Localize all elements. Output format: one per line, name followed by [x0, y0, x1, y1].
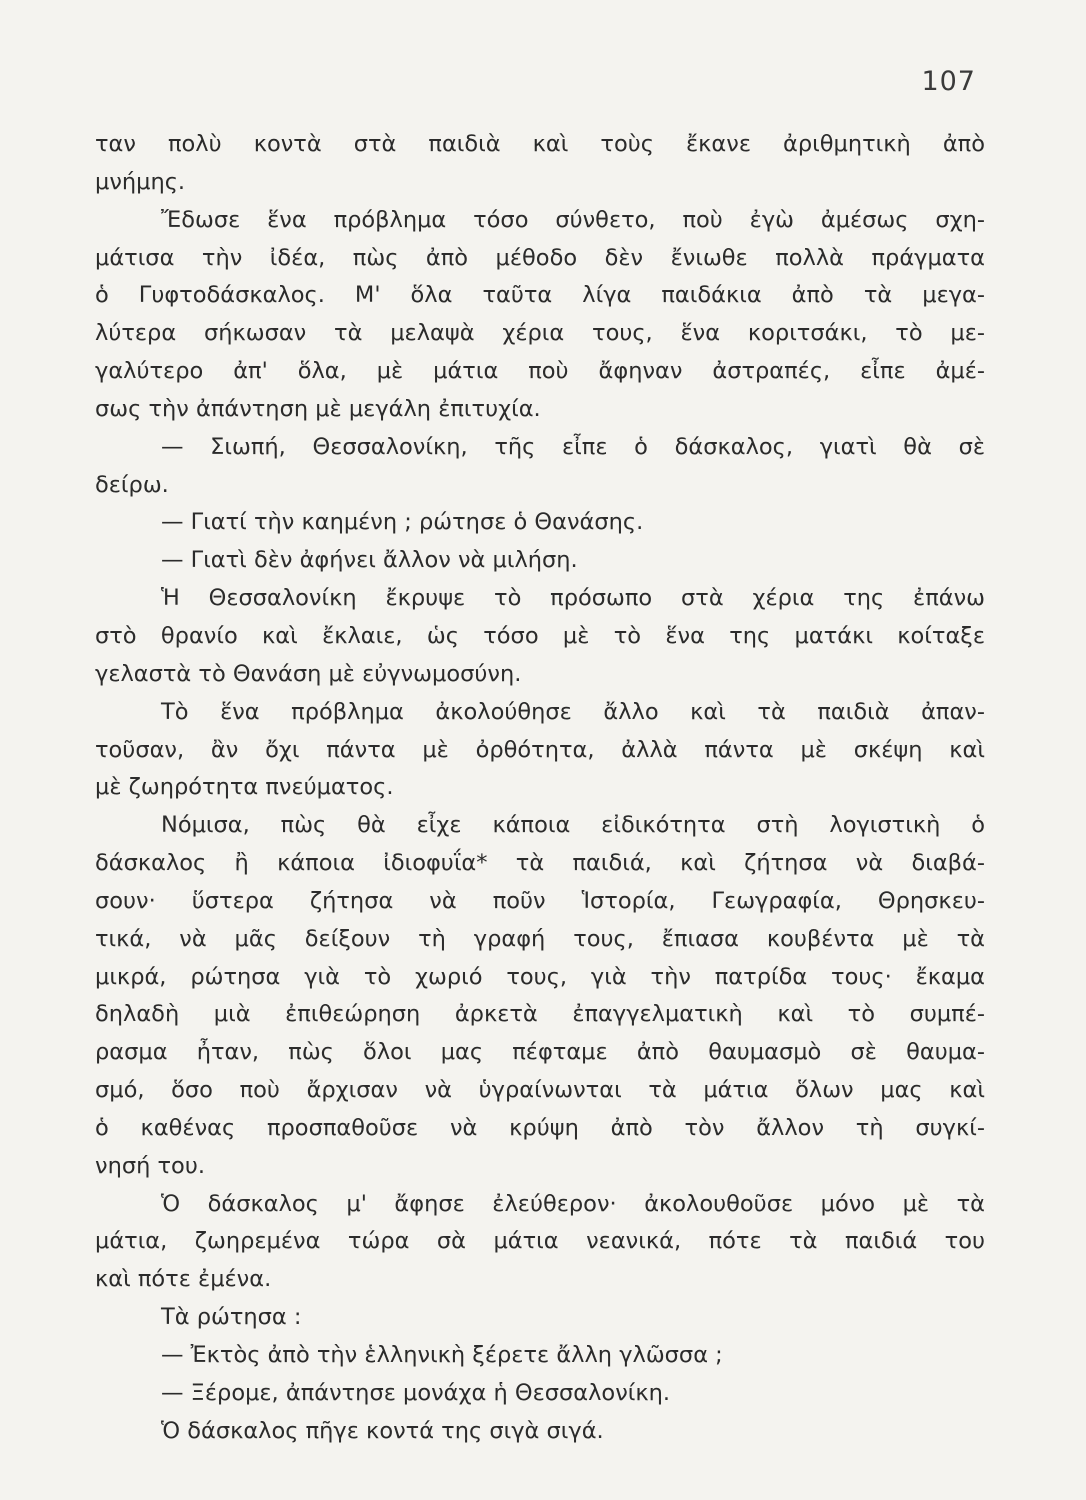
- text-line: — Σιωπή, Θεσσαλονίκη, τῆς εἶπε ὁ δάσκαλος, γιατὶ θὰ σὲ: [161, 433, 985, 460]
- text-line: σμό, ὅσο ποὺ ἄρχισαν νὰ ὑγραίνωνται τὰ μάτια ὅλων μας καὶ: [95, 1077, 985, 1104]
- text-line: γελαστὰ τὸ Θανάση μὲ εὐγνωμοσύνη.: [95, 660, 522, 687]
- text-line: δάσκαλος ἢ κάποια ἰδιοφυΐα* τὰ παιδιά, καὶ ζήτησα νὰ διαβά-: [95, 850, 985, 877]
- text-line: ὁ καθένας προσπαθοῦσε νὰ κρύψη ἀπὸ τὸν ἄλλον τὴ συγκί-: [95, 1114, 985, 1141]
- text-line: Ἔδωσε ἕνα πρόβλημα τόσο σύνθετο, ποὺ ἐγὼ ἀμέσως σχη-: [161, 206, 985, 233]
- text-line: ρασμα ἦταν, πὼς ὅλοι μας πέφταμε ἀπὸ θαυμασμὸ σὲ θαυμα-: [95, 1039, 985, 1066]
- text-line: Ὁ δάσκαλος πῆγε κοντά της σιγὰ σιγά.: [161, 1417, 604, 1444]
- text-line: Νόμισα, πὼς θὰ εἶχε κάποια εἰδικότητα στὴ λογιστικὴ ὁ: [161, 812, 985, 839]
- text-line: — Γιατὶ δὲν ἀφήνει ἄλλον νὰ μιλήση.: [161, 547, 578, 574]
- text-line: ὁ Γυφτοδάσκαλος. Μ' ὅλα ταῦτα λίγα παιδάκια ἀπὸ τὰ μεγα-: [95, 282, 985, 309]
- text-line: στὸ θρανίο καὶ ἔκλαιε, ὡς τόσο μὲ τὸ ἕνα της ματάκι κοίταξε: [95, 622, 985, 649]
- text-line: — Γιατί τὴν καημένη ; ρώτησε ὁ Θανάσης.: [161, 509, 644, 536]
- text-line: — Ξέρομε, ἀπάντησε μονάχα ἡ Θεσσαλονίκη.: [161, 1379, 671, 1406]
- text-line: Ὁ δάσκαλος μ' ἄφησε ἐλεύθερον· ἀκολουθοῦσε μόνο μὲ τὰ: [161, 1190, 985, 1217]
- text-line: τικά, νὰ μᾶς δείξουν τὴ γραφή τους, ἔπιασα κουβέντα μὲ τὰ: [95, 925, 985, 952]
- text-line: Τὸ ἕνα πρόβλημα ἀκολούθησε ἄλλο καὶ τὰ παιδιὰ ἀπαν-: [161, 698, 985, 725]
- text-line: νησή του.: [95, 1152, 205, 1179]
- text-line: γαλύτερο ἀπ' ὅλα, μὲ μάτια ποὺ ἄφηναν ἀστραπές, εἶπε ἀμέ-: [95, 358, 985, 385]
- text-line: ταν πολὺ κοντὰ στὰ παιδιὰ καὶ τοὺς ἔκανε ἀριθμητικὴ ἀπὸ: [95, 131, 985, 157]
- text-line: τοῦσαν, ἂν ὄχι πάντα μὲ ὀρθότητα, ἀλλὰ πάντα μὲ σκέψη καὶ: [95, 736, 985, 763]
- text-line: λύτερα σήκωσαν τὰ μελαψὰ χέρια τους, ἕνα κοριτσάκι, τὸ με-: [95, 320, 985, 347]
- page-number: 107: [921, 66, 976, 97]
- text-line: δείρω.: [95, 471, 169, 498]
- text-line: μάτια, ζωηρεμένα τώρα σὰ μάτια νεανικά, πότε τὰ παιδιά του: [95, 1228, 985, 1255]
- text-line: μὲ ζωηρότητα πνεύματος.: [95, 774, 394, 801]
- text-line: σουν· ὕστερα ζήτησα νὰ ποῦν Ἱστορία, Γεωγραφία, Θρησκευ-: [95, 887, 985, 914]
- text-line: καὶ πότε ἐμένα.: [95, 1266, 272, 1293]
- text-line: Ἡ Θεσσαλονίκη ἔκρυψε τὸ πρόσωπο στὰ χέρια της ἐπάνω: [161, 585, 985, 612]
- text-line: μικρά, ρώτησα γιὰ τὸ χωριό τους, γιὰ τὴν πατρίδα τους· ἔκαμα: [95, 963, 985, 990]
- body-text: [95, 126, 985, 1451]
- text-line: Τὰ ρώτησα :: [161, 1304, 302, 1331]
- text-line: δηλαδὴ μιὰ ἐπιθεώρηση ἀρκετὰ ἐπαγγελματικὴ καὶ τὸ συμπέ-: [95, 1001, 985, 1028]
- text-line: μνήμης.: [95, 168, 186, 195]
- text-line: — Ἐκτὸς ἀπὸ τὴν ἑλληνικὴ ξέρετε ἄλλη γλῶσσα ;: [161, 1342, 723, 1368]
- text-line: μάτισα τὴν ἰδέα, πὼς ἀπὸ μέθοδο δὲν ἔνιωθε πολλὰ πράγματα: [95, 244, 985, 271]
- text-line: σως τὴν ἀπάντηση μὲ μεγάλη ἐπιτυχία.: [95, 395, 541, 422]
